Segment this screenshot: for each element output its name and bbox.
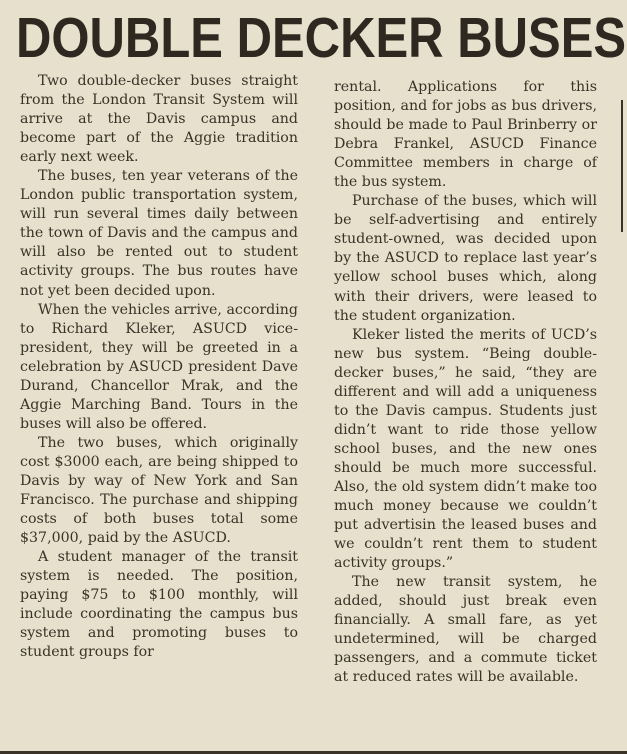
paragraph: The new transit system, he added, should just break even financially. A small fare, as yet undetermined, will be charged passengers, and a commute ticket at reduced rates will be available.	[334, 574, 597, 686]
paragraph: Kleker listed the merits of UCD’s new bus system. “Being double-decker buses,” he said, “they are different and will add a uniqueness to the Davis campus. Students just didn’t want to ride those yellow school buses, and the new ones should be much more successful. Also, the old system didn’t make too much money because we couldn’t put advertisin the leased buses and we couldn’t rent them to student activity groups.”	[334, 326, 597, 572]
paragraph: rental. Applications for this position, and for jobs as bus drivers, should be made to Paul Brinberry or Debra Frankel, ASUCD Finance Committee members in charge of the bus system.	[334, 79, 597, 191]
paragraph: When the vehicles arrive, according to Richard Kleker, ASUCD vice-president, they will be greeted in a celebration by ASUCD president Dave Durand, Chancellor Mrak, and the Aggie Marching Band. Tours in the buses will also be offered.	[20, 301, 298, 432]
column-rule	[621, 100, 623, 232]
paragraph: The two buses, which originally cost $3000 each, are being shipped to Davis by way of New York and San Francisco. The purchase and shipping costs of both buses total some $37,000, paid by the ASUCD.	[20, 434, 298, 547]
headline: DOUBLE DECKER BUSES	[16, 6, 627, 70]
paragraph: A student manager of the transit system is needed. The position, paying $75 to $100 monthly, will include coordinating the campus bus system and promoting buses to student groups for	[20, 549, 298, 661]
paragraph: Purchase of the buses, which will be self-advertising and entirely student-owned, was decided upon by the ASUCD to replace last year’s yellow school buses which, along with their drivers, were leased to the student organization.	[334, 193, 597, 324]
paragraph: The buses, ten year veterans of the London public transportation system, will run several times daily between the town of Davis and the campus and will also be rented out to student activity groups. The bus routes have not yet been decided upon.	[20, 168, 298, 299]
article-column-left	[20, 72, 298, 662]
article-column-right	[334, 78, 597, 688]
paragraph: Two double-decker buses straight from the London Transit System will arrive at the Davis campus and become part of the Aggie tradition early next week.	[20, 73, 298, 166]
